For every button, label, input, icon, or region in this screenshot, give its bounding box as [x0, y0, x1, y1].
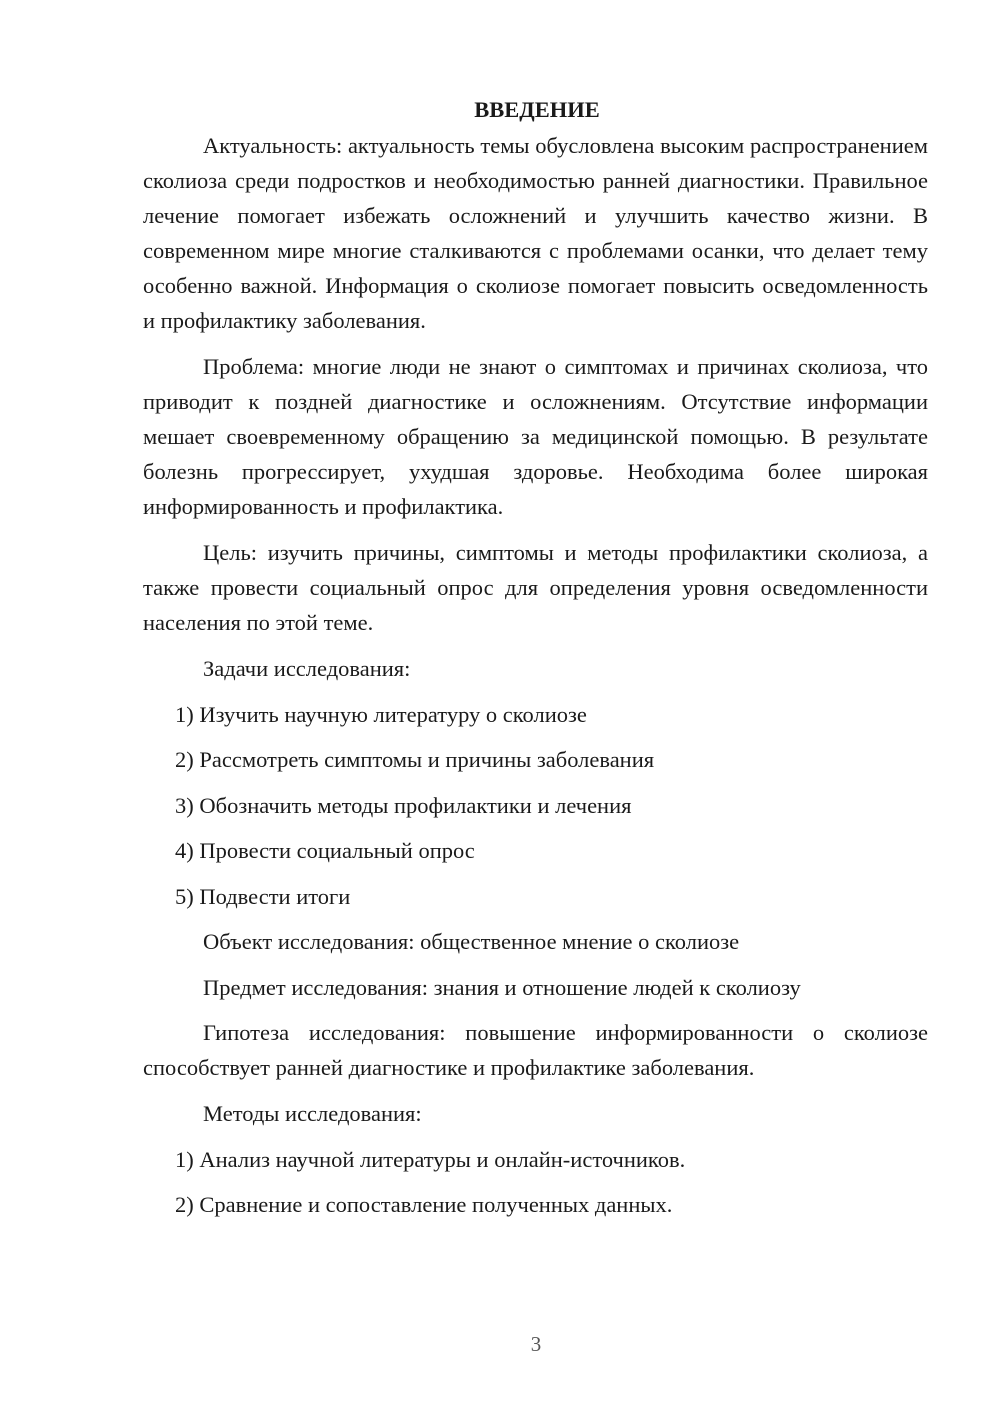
document-page: [143, 92, 928, 1233]
tasks-heading: Задачи исследования:: [203, 656, 411, 681]
research-subject: Предмет исследования: знания и отношение людей к сколиозу: [203, 974, 801, 1000]
task-item: 2) Рассмотреть симптомы и причины заболевания: [175, 747, 655, 772]
method-item: 2) Сравнение и сопоставление полученных данных.: [175, 1192, 673, 1217]
hypothesis-paragraph: Гипотеза исследования: повышение информированности о сколиозе способствует ранней диагностике и профилактике заболевания.: [143, 1020, 928, 1080]
task-item: 4) Провести социальный опрос: [175, 838, 475, 863]
goal-paragraph: Цель: изучить причины, симптомы и методы профилактики сколиоза, а также провести социальный опрос для определения уровня осведомленности населения по этой теме.: [143, 540, 928, 635]
relevance-paragraph: Актуальность: актуальность темы обусловлена высоким распространением сколиоза среди подростков и необходимостью ранней диагностики. Правильное лечение помогает избежать осложнений и улучшить качество жизни. В современном мире многие сталкиваются с проблемами осанки, что делает тему особенно важной. Информация о сколиозе помогает повысить осведомленность и профилактику заболевания.: [143, 133, 928, 333]
methods-heading: Методы исследования:: [203, 1101, 422, 1126]
task-item: 1) Изучить научную литературу о сколиозе: [175, 701, 587, 727]
task-item: 3) Обозначить методы профилактики и лечения: [175, 792, 632, 818]
method-item: 1) Анализ научной литературы и онлайн-источников.: [175, 1146, 686, 1172]
problem-paragraph: Проблема: многие люди не знают о симптомах и причинах сколиоза, что приводит к поздней диагностике и осложнениям. Отсутствие информации мешает своевременному обращению за медицинской помощью. В результате болезнь прогрессирует, ухудшая здоровье. Необходима более широкая информированность и профилактика.: [143, 354, 928, 519]
research-object: Объект исследования: общественное мнение о сколиозе: [203, 929, 740, 954]
section-title: ВВЕДЕНИЕ: [474, 97, 600, 122]
task-item: 5) Подвести итоги: [175, 883, 351, 909]
page-number: 3: [530, 1332, 542, 1356]
